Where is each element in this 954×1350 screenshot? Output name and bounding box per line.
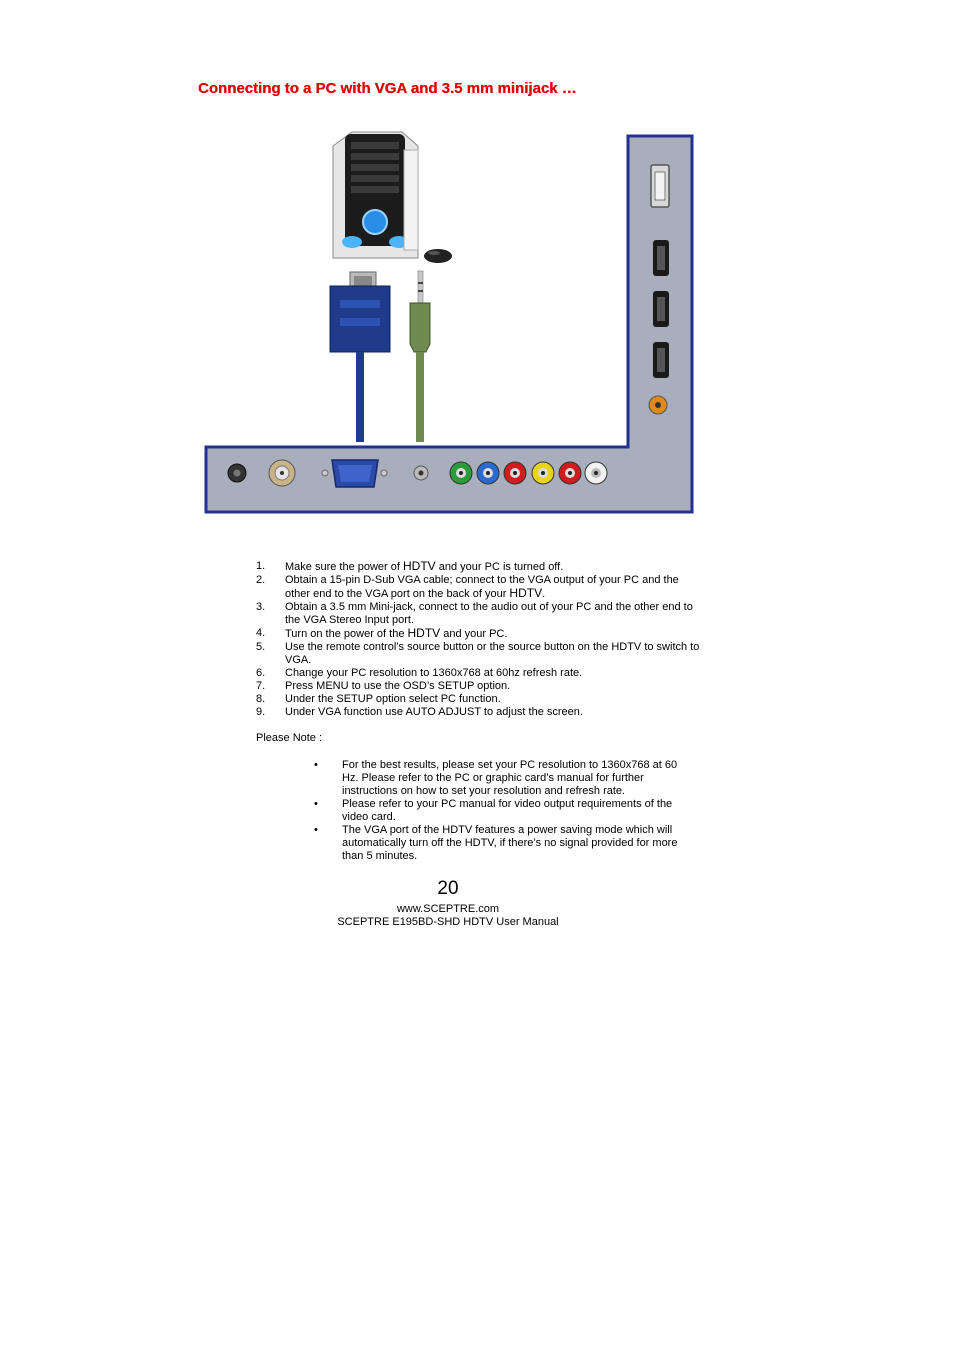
component-video-y-port-icon bbox=[450, 462, 472, 484]
note-item: • The VGA port of the HDTV features a power saving mode which will automatically turn off the HDTV, if there’s no signal provided for more than 5 minutes. bbox=[314, 824, 678, 862]
coaxial-audio-port-icon bbox=[649, 396, 667, 414]
step-item: 2. Obtain a 15-pin D-Sub VGA cable; connect to the VGA output of your PC and the other end to the VGA port on the back of your HDTV. bbox=[256, 574, 679, 600]
hdmi-port-icon-1 bbox=[653, 240, 669, 276]
bullet-icon: • bbox=[314, 759, 318, 771]
note-label: Please Note : bbox=[256, 732, 323, 744]
component-video-pr-port-icon bbox=[504, 462, 526, 484]
note-list bbox=[314, 759, 694, 863]
hdmi-port-icon-3 bbox=[653, 342, 669, 378]
bullet-icon: • bbox=[314, 798, 318, 810]
note-item: • Please refer to your PC manual for video output requirements of the video card. bbox=[314, 798, 673, 823]
step-item: 9. Under VGA function use AUTO ADJUST to adjust the screen. bbox=[256, 706, 583, 718]
tv-back-panel bbox=[206, 136, 692, 512]
step-item: 6. Change your PC resolution to 1360x768 at 60hz refresh rate. bbox=[256, 667, 583, 679]
vga-cable-icon bbox=[330, 272, 390, 442]
step-item: 5. Use the remote control’s source button or the source button on the HDTV to switch to VGA. bbox=[256, 641, 700, 666]
usb-port-icon bbox=[651, 165, 669, 207]
audio-right-port-icon bbox=[559, 462, 581, 484]
component-video-pb-port-icon bbox=[477, 462, 499, 484]
step-item: 4. Turn on the power of the HDTV and your PC. bbox=[256, 626, 508, 640]
instruction-steps bbox=[256, 560, 706, 719]
pc-tower-icon bbox=[333, 132, 418, 258]
step-item: 7. Press MENU to use the OSD’s SETUP option. bbox=[256, 680, 511, 692]
antenna-port-icon bbox=[269, 460, 295, 486]
vga-audio-port-icon bbox=[414, 466, 428, 480]
audio-left-port-icon bbox=[585, 462, 607, 484]
page-number: 20 bbox=[437, 878, 459, 899]
connection-diagram bbox=[0, 0, 954, 540]
bullet-icon: • bbox=[314, 824, 318, 836]
footer-manual-title: SCEPTRE E195BD-SHD HDTV User Manual bbox=[337, 916, 559, 928]
step-item: 8. Under the SETUP option select PC function. bbox=[256, 693, 501, 705]
footer-url: www.SCEPTRE.com bbox=[396, 903, 500, 915]
page-title: Connecting to a PC with VGA and 3.5 mm minijack … bbox=[198, 80, 577, 97]
step-item: 1. Make sure the power of HDTV and your PC is turned off. bbox=[256, 559, 564, 573]
note-item: • For the best results, please set your PC resolution to 1360x768 at 60 Hz. Please refer to the PC or graphic card’s manual for further instructions on how to set your resolution and refresh rate. bbox=[314, 759, 678, 797]
composite-video-port-icon bbox=[532, 462, 554, 484]
audio-minijack-cable-icon bbox=[410, 271, 430, 442]
hdmi-port-icon-2 bbox=[653, 291, 669, 327]
earphone-jack-icon bbox=[228, 464, 246, 482]
step-item: 3. Obtain a 3.5 mm Mini-jack, connect to the audio out of your PC and the other end to the VGA Stereo Input port. bbox=[256, 601, 693, 626]
mouse-icon bbox=[424, 249, 452, 263]
